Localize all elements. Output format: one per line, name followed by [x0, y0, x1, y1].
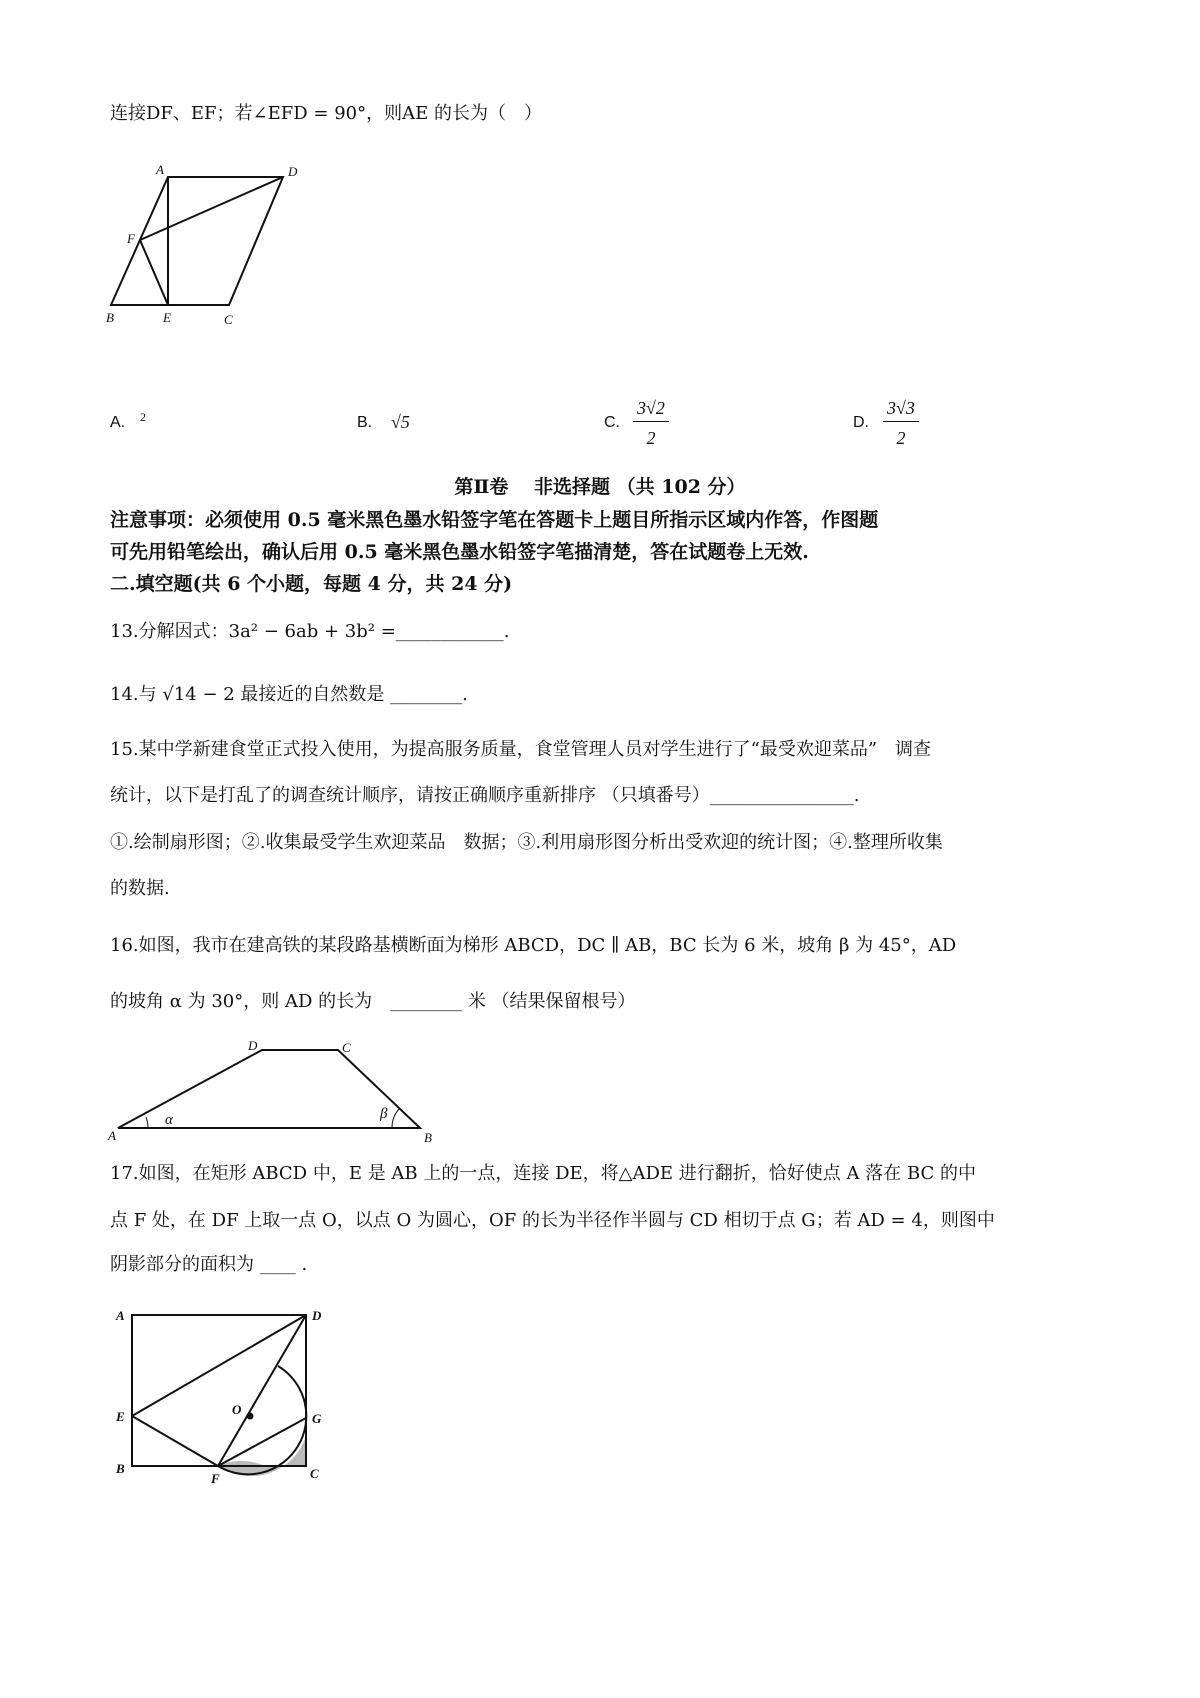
q12-stem-tail: 连接DF、EF；若∠EFD = 90°，则AE 的长为（ ） [110, 103, 542, 124]
option-c-numerator: 3√2 [633, 398, 669, 422]
q17-line3: 阴影部分的面积为 ____ . [110, 1254, 308, 1275]
option-d-key: D. [853, 414, 869, 431]
q17-label-o: O [232, 1402, 242, 1417]
section-heading: 二.填空题(共 6 个小题，每题 4 分，共 24 分) [110, 573, 513, 595]
q16-label-alpha: α [165, 1112, 173, 1128]
option-d-numerator: 3√3 [883, 398, 919, 422]
q17-label-d: D [312, 1308, 322, 1323]
q13: 13.分解因式：3a² − 6ab + 3b² =____________. [110, 621, 510, 642]
q12-label-e: E [163, 310, 171, 325]
q16-label-a: A [108, 1128, 116, 1143]
q17-label-e: E [116, 1409, 125, 1424]
q17-label-f: F [211, 1471, 220, 1486]
q17-label-b: B [116, 1461, 125, 1476]
q16-label-beta: β [380, 1106, 388, 1122]
q16-label-d: D [248, 1038, 258, 1053]
q12-label-b: B [106, 310, 114, 325]
q15-line1: 15.某中学新建食堂正式投入使用，为提高服务质量，食堂管理人员对学生进行了“最受欢迎菜品” 调查 [110, 739, 932, 760]
q16-figure-trapezoid [118, 1050, 420, 1128]
option-a-value: 2 [140, 410, 146, 424]
q17-figure-rectangle [132, 1315, 306, 1476]
q12-label-f: F [127, 231, 135, 246]
q12-label-d: D [288, 164, 298, 179]
option-c-denominator: 2 [646, 428, 656, 448]
option-b-value: √5 [391, 412, 410, 432]
q15-line2: 统计，以下是打乱了的调查统计顺序，请按正确顺序重新排序 （只填番号）________________. [110, 785, 860, 806]
q17-line2: 点 F 处，在 DF 上取一点 O，以点 O 为圆心，OF 的长为半径作半圆与 CD 相切于点 G；若 AD = 4，则图中 [110, 1210, 995, 1231]
q17-line1: 17.如图，在矩形 ABCD 中，E 是 AB 上的一点，连接 DE，将△ADE 进行翻折，恰好使点 A 落在 BC 的中 [110, 1163, 977, 1184]
q17-label-a: A [116, 1308, 125, 1323]
q12-label-a: A [156, 162, 164, 177]
part2-notice-line2: 可先用铅笔绘出，确认后用 0.5 毫米黑色墨水铅签字笔描清楚，答在试题卷上无效. [110, 541, 809, 563]
q16-line1: 16.如图，我市在建高铁的某段路基横断面为梯形 ABCD，DC ∥ AB，BC 长为 6 米，坡角 β 为 45°，AD [110, 935, 957, 956]
option-b-key: B. [357, 414, 373, 431]
q12-figure-parallelogram [111, 177, 283, 305]
q14: 14.与 √14 − 2 最接近的自然数是 ________. [110, 684, 468, 705]
q15-line3: ①.绘制扇形图；②.收集最受学生欢迎菜品 数据；③.利用扇形图分析出受欢迎的统计图；④.整理所收集 [110, 832, 943, 853]
q17-label-c: C [310, 1466, 319, 1481]
option-c-fraction [633, 398, 669, 449]
part2-title: 第Ⅱ卷 非选择题 （共 102 分） [454, 476, 746, 498]
option-a-key: A. [110, 414, 126, 431]
option-c-key: C. [604, 414, 620, 431]
q16-label-c: C [342, 1040, 351, 1055]
q16-label-b: B [424, 1130, 432, 1145]
option-d-denominator: 2 [896, 428, 906, 448]
q12-label-c: C [224, 312, 233, 327]
part2-notice-line1: 注意事项：必须使用 0.5 毫米黑色墨水铅签字笔在答题卡上题目所指示区域内作答，作图题 [110, 509, 879, 531]
q16-line2: 的坡角 α 为 30°，则 AD 的长为 ________ 米 （结果保留根号） [110, 991, 636, 1012]
option-d-fraction [883, 398, 919, 449]
q17-label-g: G [312, 1411, 322, 1426]
q15-line4: 的数据. [110, 878, 170, 899]
